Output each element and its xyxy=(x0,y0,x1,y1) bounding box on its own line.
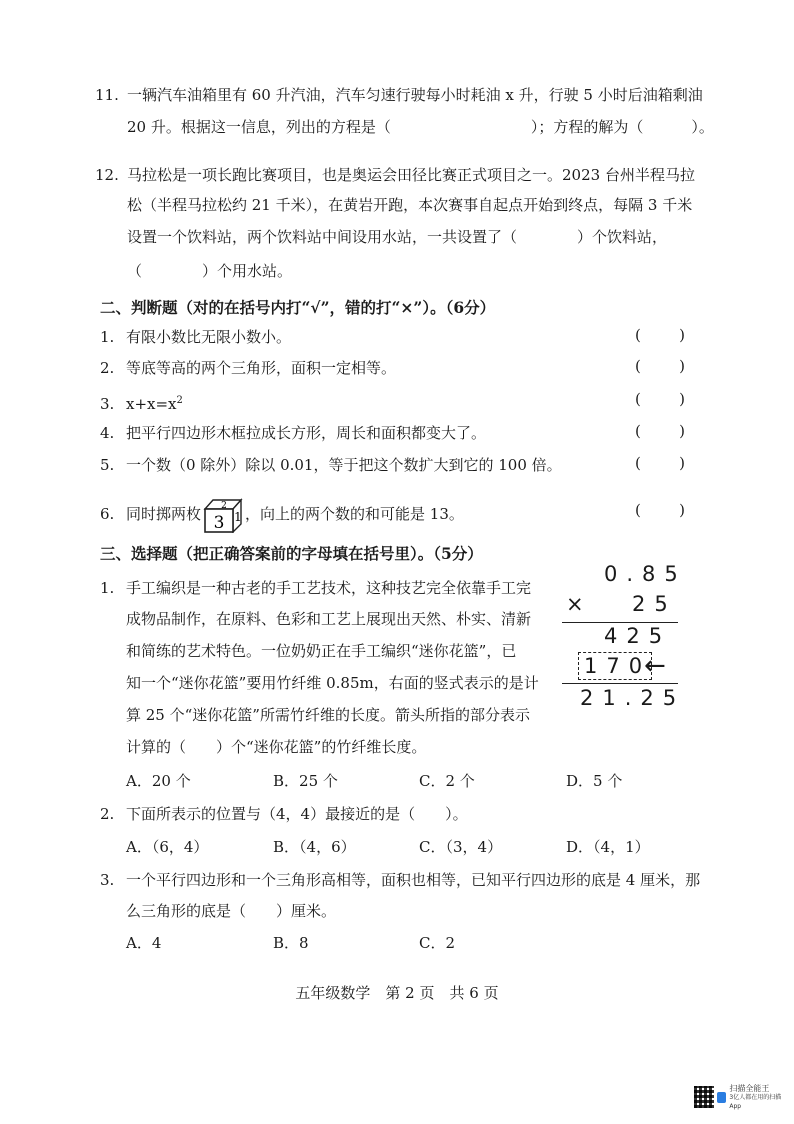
q12-line1 xyxy=(95,164,695,186)
q12-line4 xyxy=(127,260,292,282)
judge-item-3-number: 3. xyxy=(100,395,115,413)
judge-item-4-number: 4. xyxy=(100,424,115,442)
choice-q1-option-b[interactable]: B．25 个 xyxy=(273,772,338,790)
vertical-multiplication xyxy=(540,562,690,712)
q12-text-4b: ）个用水站。 xyxy=(202,262,293,280)
judge-item-1-number: 1. xyxy=(100,328,115,346)
calc-rule-2 xyxy=(562,683,678,684)
choice-q1-option-c[interactable]: C．2 个 xyxy=(419,772,475,790)
choice-q2-number: 2. xyxy=(100,805,115,823)
judge-item-3-answer[interactable] xyxy=(635,390,685,408)
calc-multiplier: 25 xyxy=(632,592,677,616)
choice-q2-option-c[interactable]: C．（3，4） xyxy=(419,838,503,856)
calc-partial-1: 425 xyxy=(604,624,672,648)
calc-multiplicand: 0.85 xyxy=(604,562,687,586)
calc-rule-1 xyxy=(562,622,678,623)
paren-open: ( xyxy=(635,501,641,519)
choice-q3-option-b[interactable]: B．8 xyxy=(273,934,309,952)
q11-text-1: 一辆汽车油箱里有 60 升汽油，汽车匀速行驶每小时耗油 x 升，行驶 5 小时后油箱剩油 xyxy=(127,86,703,104)
paren-close: ) xyxy=(679,454,685,472)
q11-line2 xyxy=(127,116,714,138)
choice-q1-number: 1. xyxy=(100,579,115,597)
choice-q3-line1 xyxy=(100,869,700,891)
section3-title: 三、选择题（把正确答案前的字母填在括号里）。（5分） xyxy=(100,544,483,563)
judge-item-6-number: 6. xyxy=(100,505,115,523)
qr-code-icon xyxy=(694,1086,714,1108)
judge-item-3-text: x+x=x xyxy=(126,395,177,413)
section2-title: 二、判断题（对的在括号内打“√”，错的打“×”）。（6分） xyxy=(100,298,496,317)
judge-item-2 xyxy=(100,357,396,379)
paren-close: ) xyxy=(679,501,685,519)
calc-times-sign: × xyxy=(566,592,584,616)
choice-q2-option-b[interactable]: B．（4，6） xyxy=(273,838,356,856)
judge-item-1 xyxy=(100,326,291,348)
q12-text-3a: 设置一个饮料站，两个饮料站中间设用水站，一共设置了（ xyxy=(127,228,518,246)
paren-open: ( xyxy=(635,357,641,375)
choice-q2-option-d[interactable]: D．（4，1） xyxy=(566,838,650,856)
dice-top-face: 2 xyxy=(221,501,227,511)
scanner-brand: 扫描全能王 xyxy=(729,1083,770,1093)
judge-item-5-text: 一个数（0 除外）除以 0.01，等于把这个数扩大到它的 100 倍。 xyxy=(126,456,562,474)
q12-text-4a: （ xyxy=(127,262,143,280)
scanner-watermark xyxy=(694,1085,786,1109)
choice-q3-line2: 么三角形的底是（ ）厘米。 xyxy=(126,902,337,920)
judge-item-2-answer[interactable] xyxy=(635,357,685,375)
paren-open: ( xyxy=(635,390,641,408)
judge-item-3 xyxy=(100,390,183,415)
choice-q1-option-a[interactable]: A．20 个 xyxy=(126,772,191,790)
choice-q1-line5: 算 25 个“迷你花篮”所需竹纤维的长度。箭头所指的部分表示 xyxy=(126,706,530,724)
choice-q2-line xyxy=(100,803,468,825)
judge-item-1-answer[interactable] xyxy=(635,326,685,344)
paren-close: ) xyxy=(679,326,685,344)
judge-item-5 xyxy=(100,454,562,476)
judge-item-6-answer[interactable] xyxy=(635,501,685,519)
q12-text-1: 马拉松是一项长跑比赛项目，也是奥运会田径比赛正式项目之一。2023 台州半程马拉 xyxy=(127,166,695,184)
paren-open: ( xyxy=(635,422,641,440)
judge-item-2-text: 等底等高的两个三角形，面积一定相等。 xyxy=(126,359,397,377)
judge-item-5-answer[interactable] xyxy=(635,454,685,472)
q11-text-2b: ）；方程的解为（ xyxy=(530,118,644,136)
paren-open: ( xyxy=(635,326,641,344)
q11-number: 11. xyxy=(95,86,119,104)
choice-q1-line6: 计算的（ ）个“迷你花篮”的竹纤维长度。 xyxy=(126,738,427,756)
judge-item-6 xyxy=(100,497,464,533)
judge-item-3-exponent: 2 xyxy=(176,395,183,406)
paren-open: ( xyxy=(635,454,641,472)
calc-partial-2-highlighted: 170 xyxy=(578,652,652,680)
choice-q1-option-d[interactable]: D．5 个 xyxy=(566,772,623,790)
choice-q2-text: 下面所表示的位置与（4，4）最接近的是（ ）。 xyxy=(126,805,468,823)
judge-item-4 xyxy=(100,422,486,444)
judge-item-6-text-b: ，向上的两个数的和可能是 13。 xyxy=(245,505,464,523)
choice-q3-option-a[interactable]: A．4 xyxy=(126,934,162,952)
judge-item-4-text: 把平行四边形木框拉成长方形，周长和面积都变大了。 xyxy=(126,424,487,442)
choice-q1-line1 xyxy=(100,577,531,599)
paren-close: ) xyxy=(679,357,685,375)
calc-product: 21.25 xyxy=(580,686,686,710)
choice-q3-text-1: 一个平行四边形和一个三角形高相等，面积也相等，已知平行四边形的底是 4 厘米，那 xyxy=(126,871,701,889)
choice-q1-text-1: 手工编织是一种古老的手工艺技术，这种技艺完全依靠手工完 xyxy=(126,579,532,597)
choice-q1-line2: 成物品制作，在原料、色彩和工艺上展现出天然、朴实、清新 xyxy=(126,610,532,628)
dice-side-face: 1 xyxy=(234,510,242,524)
dice-front-face: 3 xyxy=(213,513,225,533)
q12-text-3b: ）个饮料站， xyxy=(577,228,668,246)
paren-close: ) xyxy=(679,422,685,440)
scanner-slogan: 3亿人都在用的扫描App xyxy=(729,1093,782,1110)
paren-close: ) xyxy=(679,390,685,408)
choice-q1-line4: 知一个“迷你花篮”要用竹纤维 0.85m，右面的竖式表示的是计 xyxy=(126,674,539,692)
scanner-watermark-text xyxy=(729,1084,786,1111)
q11-text-2c: ）。 xyxy=(691,118,714,136)
calc-arrow-icon: ← xyxy=(644,651,666,681)
q12-number: 12. xyxy=(95,166,119,184)
q12-line2: 松（半程马拉松约 21 千米），在黄岩开跑，本次赛事自起点开始到终点，每隔 3 千米 xyxy=(127,196,693,214)
dice-cube-icon xyxy=(203,497,243,533)
q11-text-2a: 20 升。根据这一信息，列出的方程是（ xyxy=(127,118,391,136)
judge-item-5-number: 5. xyxy=(100,456,115,474)
choice-q2-option-a[interactable]: A．（6，4） xyxy=(126,838,209,856)
judge-item-2-number: 2. xyxy=(100,359,115,377)
scanner-logo-icon xyxy=(717,1092,727,1103)
judge-item-1-text: 有限小数比无限小数小。 xyxy=(126,328,292,346)
q11-line1 xyxy=(95,84,703,106)
q12-line3 xyxy=(127,226,667,248)
judge-item-4-answer[interactable] xyxy=(635,422,685,440)
choice-q3-option-c[interactable]: C．2 xyxy=(419,934,456,952)
choice-q1-line3: 和简练的艺术特色。一位奶奶正在手工编织“迷你花篮”，已 xyxy=(126,642,517,660)
judge-item-6-text-a: 同时掷两枚 xyxy=(126,505,202,523)
page-footer: 五年级数学 第 2 页 共 6 页 xyxy=(295,984,499,1002)
choice-q3-number: 3. xyxy=(100,871,115,889)
